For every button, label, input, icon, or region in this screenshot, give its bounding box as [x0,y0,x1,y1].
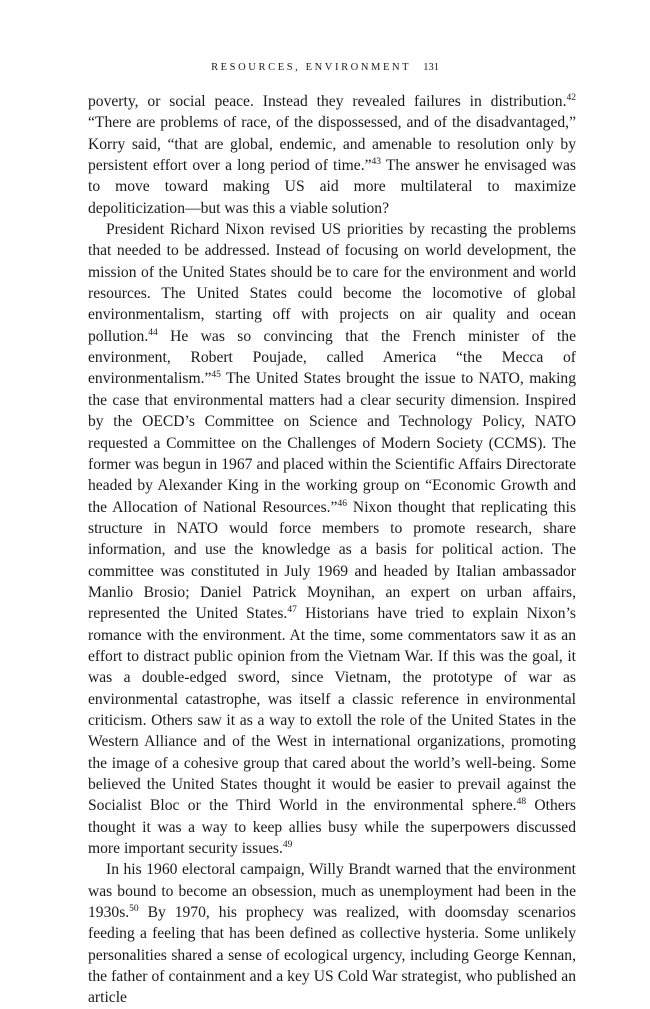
text-run: poverty, or social peace. Instead they revealed failures in distribution. [88,93,567,110]
text-run: In his 1960 electoral campaign, Willy Brandt warned that the environment was bound to become an obsession, much as unemployment had been in the 1930s. [88,861,576,922]
footnote-ref-45: 45 [211,370,221,381]
page-number: 131 [423,62,439,73]
footnote-ref-47: 47 [287,605,297,616]
text-run: By 1970, his prophecy was realized, with doomsday scenarios feeding a feeling that has been defined as collective hysteria. Some unlikely personalities shared a sense of ecological urgency, including George Kennan, the father of containment and a key US Cold War strategist, who published an article [88,904,576,1007]
text-run: President Richard Nixon revised US priorities by recasting the problems that needed to be addressed. Instead of focusing on world development, the mission of the United States should be to care for the environment and world resources. The United States could become the locomotive of global environmentalism, starting off with projects on air quality and ocean pollution. [88,221,576,345]
text-run: Others thought it was a way to keep allies busy while the superpowers discussed more important security issues. [88,797,576,858]
text-run: Nixon thought that replicating this structure in NATO would force members to promote research, share information, and use the knowledge as a basis for political action. The committee was constituted in July 1969 and headed by Italian ambassador Manlio Brosio; Daniel Patrick Moynihan, an expert on urban affairs, represented the United States. [88,498,577,623]
body-text [88,91,576,1009]
footnote-ref-50: 50 [129,904,139,915]
text-run: “There are problems of race, of the dispossessed, and of the disadvantaged,” Korry said, “that are global, endemic, and amenable to resolution only by persistent effort over a long period of time.” [88,114,576,175]
footnote-ref-43: 43 [371,157,382,168]
text-run: Historians have tried to explain Nixon’s romance with the environment. At the time, some commentators saw it as an effort to distract public opinion from the Vietnam War. If this was the goal, it was a double-edged sword, since Vietnam, the prototype of war as environmental catastrophe, was itself a classic reference in environmental criticism. Others saw it as a way to extoll the role of the United States in the Western Alliance and of the West in international organizations, promoting the image of a cohesive group that cared about the world’s well-being. Some believed the United States thought it would be easier to prevail against the Socialist Bloc or the Third World in the environmental sphere. [88,605,576,815]
text-run: The answer he envisaged was to move toward making US aid more multilateral to maximize depoliticization—but was this a viable solution? [88,157,576,217]
footnote-ref-48: 48 [516,797,527,808]
running-head [0,62,650,73]
footnote-ref-46: 46 [337,498,347,509]
footnote-ref-42: 42 [566,93,576,103]
text-run: He was so convincing that the French minister of the environment, Robert Poujade, called America “the Mecca of environmentalism.” [88,327,576,388]
text-run: The United States brought the issue to NATO, making the case that environmental matters had a clear security dimension. Inspired by the OECD’s Committee on Science and Technology Policy, NATO requested a Committee on the Challenges of Modern Society (CCMS). The former was begun in 1967 and placed within the Scientific Affairs Directorate headed by Alexander King in the working group on “Economic Growth and the Allocation of National Resources.” [88,370,576,516]
footnote-ref-44: 44 [148,327,158,338]
paragraph-2 [88,219,576,859]
running-head-title: RESOURCES, ENVIRONMENT [211,62,412,73]
paragraph-3 [88,859,576,1008]
paragraph-1 [88,91,576,219]
footnote-ref-49: 49 [282,840,293,851]
